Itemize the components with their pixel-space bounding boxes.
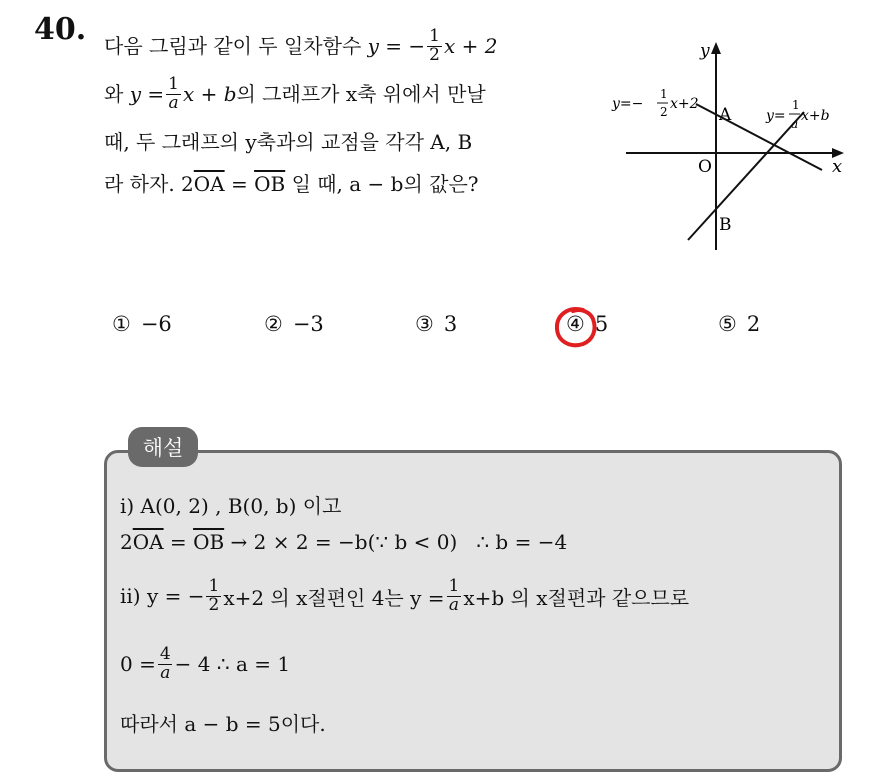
choice-number: ①: [112, 312, 131, 336]
fraction-denominator: a: [448, 594, 460, 615]
graph-svg: [606, 40, 856, 260]
solution-line-2: [120, 522, 567, 562]
choice-5[interactable]: [718, 312, 760, 336]
solution-tab: 해설: [128, 427, 198, 467]
question-line-3-text: 때, 두 그래프의 y축과의 교점을 각각 A, B: [104, 130, 473, 154]
question-line-2: [104, 74, 486, 114]
answer-choices: [0, 312, 884, 352]
question-line-1: [104, 26, 497, 66]
fraction-denominator: 2: [429, 44, 440, 65]
fraction-numerator: 4: [159, 643, 171, 664]
line-2-label-pre: y=: [766, 108, 786, 124]
fraction-one-half: [427, 25, 442, 65]
choice-value: −6: [140, 312, 172, 336]
fraction-denominator: 2: [208, 594, 220, 615]
y-axis-arrow-icon: [711, 42, 721, 54]
solution-line-4-post: − 4 ∴ a = 1: [174, 652, 291, 676]
point-b-label: B: [719, 215, 732, 235]
origin-label: O: [698, 157, 712, 177]
line-2-label-den: a: [791, 117, 799, 131]
function-graph: [606, 40, 856, 260]
solution-line-3-mid: x+2 의 x절편인 4는 y =: [223, 585, 445, 610]
question-line-2-pre: 와: [104, 82, 124, 106]
solution-line-5: [120, 702, 326, 742]
solution-line-3-post: x+b 의 x절편과 같으므로: [463, 585, 690, 610]
fraction-one-over-a: [447, 575, 462, 615]
question-line-4-pre: 라 하자.: [104, 172, 175, 196]
line-1-label-pre: y=−: [612, 96, 644, 112]
fraction-one-over-a: [166, 73, 181, 113]
choice-3[interactable]: [415, 312, 457, 336]
line-1-label-post: x+2: [670, 96, 699, 112]
question-formula-1: y = −: [367, 34, 426, 58]
question-line-4-num: 2: [181, 172, 194, 196]
point-a-label: A: [719, 105, 732, 125]
line-2-label: [765, 98, 830, 131]
choice-value: 2: [746, 312, 761, 336]
line-1-label-num: 1: [660, 87, 668, 101]
solution-line-4: [120, 644, 290, 684]
question-line-3: [104, 122, 472, 162]
line-1-label: [611, 87, 699, 119]
choice-value: 5: [594, 312, 609, 336]
equals-sign: =: [163, 530, 194, 554]
line-1-label-den: 2: [660, 105, 668, 119]
x-axis-label: x: [832, 156, 843, 177]
choice-1[interactable]: [112, 312, 172, 336]
question-formula-2: y =: [129, 82, 165, 106]
choice-value: −3: [292, 312, 324, 336]
choice-number: ⑤: [718, 312, 737, 336]
choice-number: ④: [566, 312, 585, 336]
line-2-label-num: 1: [792, 98, 800, 112]
fraction-denominator: a: [168, 92, 179, 113]
choice-number: ③: [415, 312, 434, 336]
fraction-one-half: [206, 575, 221, 615]
answer-circle-icon: [553, 304, 601, 350]
choice-number: ②: [264, 312, 283, 336]
question-line-2-post: 의 그래프가 x축 위에서 만날: [236, 82, 486, 106]
y-axis-label: y: [700, 41, 710, 61]
question-formula-2-tail: x + b: [182, 82, 237, 106]
line-2-label-post: x+b: [801, 108, 830, 124]
solution-line-1: [120, 484, 341, 524]
segment-oa: $\overline{OA}$: [193, 172, 225, 196]
segment-oa: $\overline{OA}$: [132, 530, 164, 554]
solution-line-1-text: ⅰ) A(0, 2) , B(0, b) 이고: [120, 493, 342, 518]
fraction-numerator: 1: [208, 575, 220, 596]
choice-2[interactable]: [264, 312, 324, 336]
segment-ob: $\overline{OB}$: [254, 172, 286, 196]
segment-ob: $\overline{OB}$: [193, 530, 225, 554]
solution-line-3-pre: ⅱ) y = −: [120, 584, 205, 608]
choice-value: 3: [443, 312, 458, 336]
question-line-4-post: 일 때, a − b의 값은?: [291, 172, 479, 196]
equals-sign: =: [230, 172, 248, 196]
question-line-4: [104, 164, 479, 204]
fraction-numerator: 1: [448, 575, 460, 596]
fraction-numerator: 1: [168, 73, 179, 94]
question-formula-1-tail: x + 2: [444, 34, 498, 58]
solution-line-2-num: 2: [120, 530, 133, 554]
solution-line-5-text: 따라서 a − b = 5이다.: [120, 711, 326, 736]
solution-line-4-pre: 0 =: [120, 652, 156, 676]
fraction-denominator: a: [160, 662, 171, 683]
solution-line-3: [120, 576, 689, 616]
question-number: 40.: [34, 12, 87, 47]
fraction-numerator: 1: [429, 25, 440, 46]
fraction-four-over-a: [158, 643, 173, 683]
question-line-1-text: 다음 그림과 같이 두 일차함수: [104, 34, 362, 58]
solution-line-2-rest: → 2 × 2 = −b(∵ b < 0) ∴ b = −4: [224, 530, 568, 554]
